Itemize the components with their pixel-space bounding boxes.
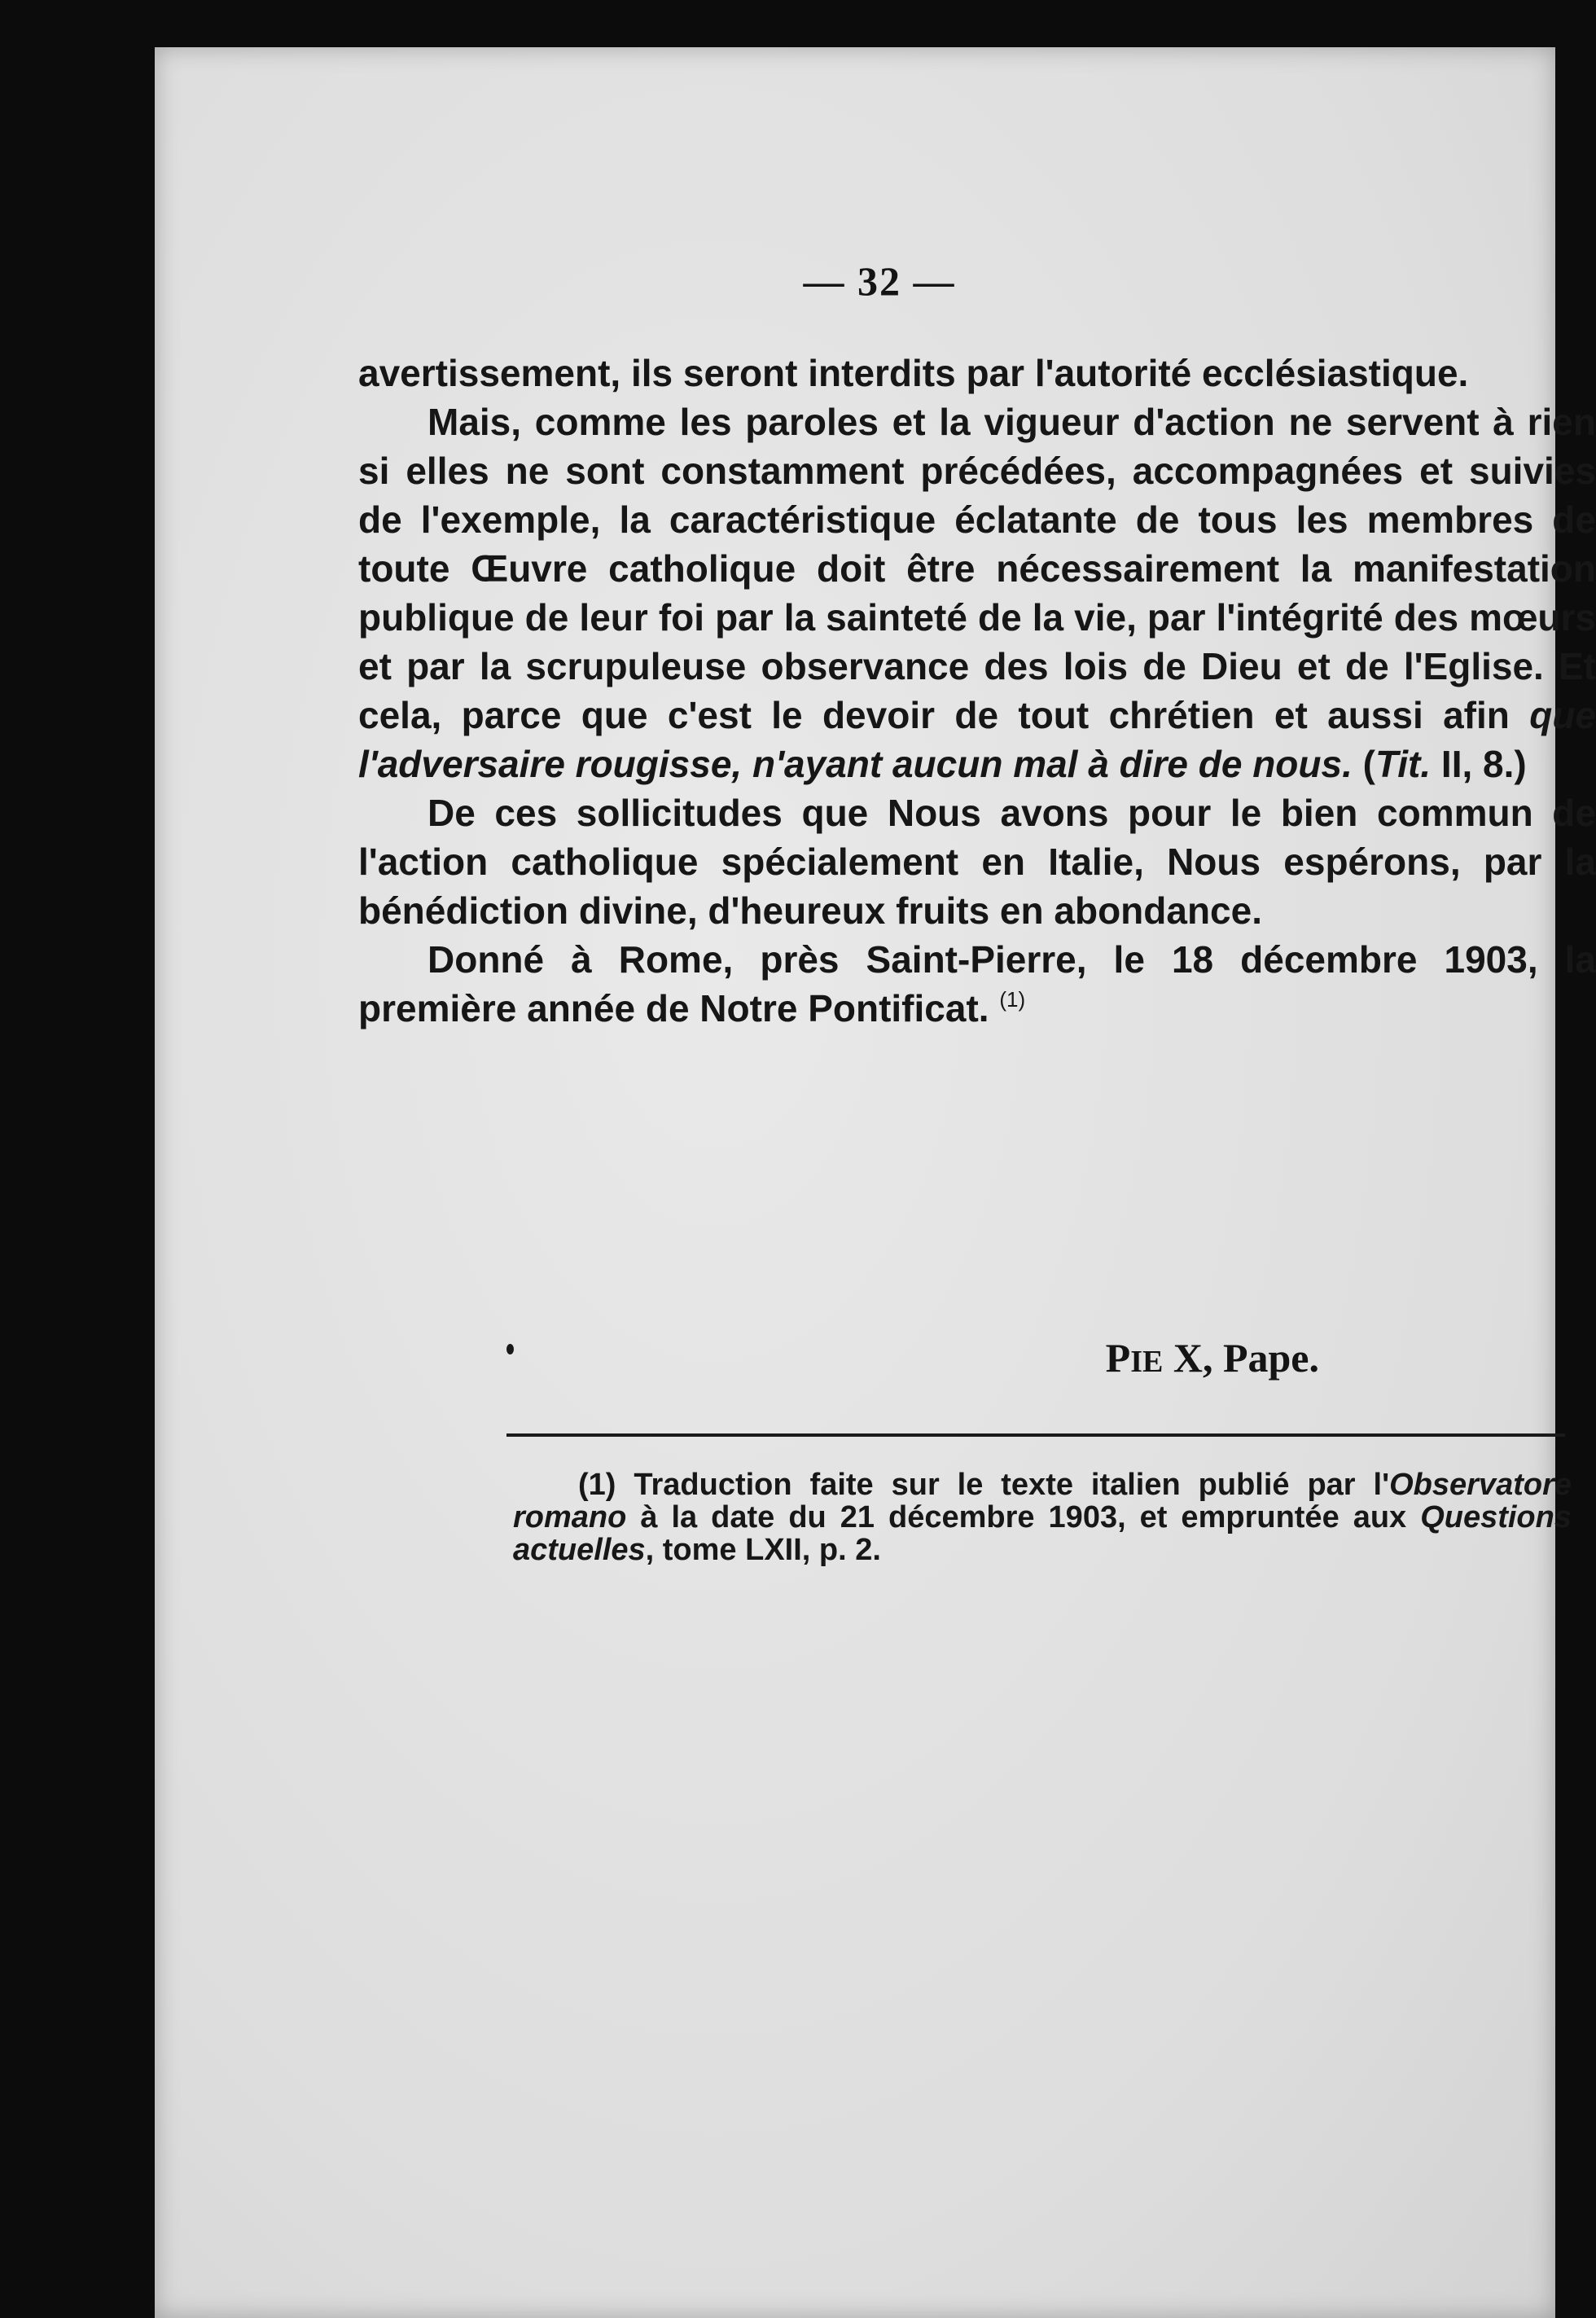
footnote-marker: (1): [578, 1468, 616, 1502]
citation-open: (: [1362, 743, 1375, 785]
paragraph-1: avertissement, ils seront interdits par l'autorité ecclésiastique.: [358, 352, 1469, 394]
paragraph-2-text: Mais, comme les paroles et la vigueur d'action ne servent à rien si elles ne sont constamment précédées, accompagnées et suivies de l'exemple, la caractéristique éclatante de tous les membres de toute Œuvre catholique doit être nécessairement la manifestation publique de leur foi par la sainteté de la vie, par l'intégrité des mœurs et par la scrupuleuse observance des lois de Dieu et de l'Eglise. Et cela, parce que c'est le devoir de tout chrétien et aussi afin: [358, 401, 1596, 736]
footnote-divider: [506, 1433, 1565, 1437]
footnote-reference: (1): [999, 987, 1026, 1012]
signature: [1106, 1334, 1319, 1381]
scanned-page: [155, 47, 1596, 2318]
paragraph-3: De ces sollicitudes que Nous avons pour le bien commun de l'action catholique spécialement en Italie, Nous espérons, par la bénédiction divine, d'heureux fruits en abondance.: [358, 792, 1596, 932]
footnote-text-3: , tome LXII, p. 2.: [645, 1533, 881, 1567]
footnote-italic-1: Observatore romano: [513, 1468, 1572, 1534]
citation-book: Tit.: [1375, 743, 1432, 785]
signature-initial: P: [1105, 1335, 1131, 1381]
footnote-italic-2: Questions actuelles: [513, 1500, 1572, 1567]
page-number: — 32 —: [803, 258, 956, 304]
ink-speck: [506, 1344, 514, 1354]
citation-ref: II, 8.): [1440, 743, 1527, 785]
signature-small-caps: IE: [1130, 1345, 1164, 1379]
paragraph-4-text: Donné à Rome, près Saint-Pierre, le 18 décembre 1903, la première année de Notre Pontificat.: [358, 938, 1596, 1029]
footnote: [513, 1469, 1572, 1566]
paragraph-2: [358, 397, 1596, 788]
footnote-text-2: à la date du 21 décembre 1903, et empruntée aux: [626, 1500, 1421, 1534]
scripture-quote: que l'adversaire rougisse, n'ayant aucun mal à dire de nous.: [358, 694, 1596, 785]
paragraph-4: [358, 935, 1596, 1033]
body-text: [358, 349, 1596, 1033]
signature-rest: X, Pape.: [1163, 1335, 1319, 1381]
footnote-text-1: Traduction faite sur le texte italien publié par l': [616, 1468, 1390, 1502]
